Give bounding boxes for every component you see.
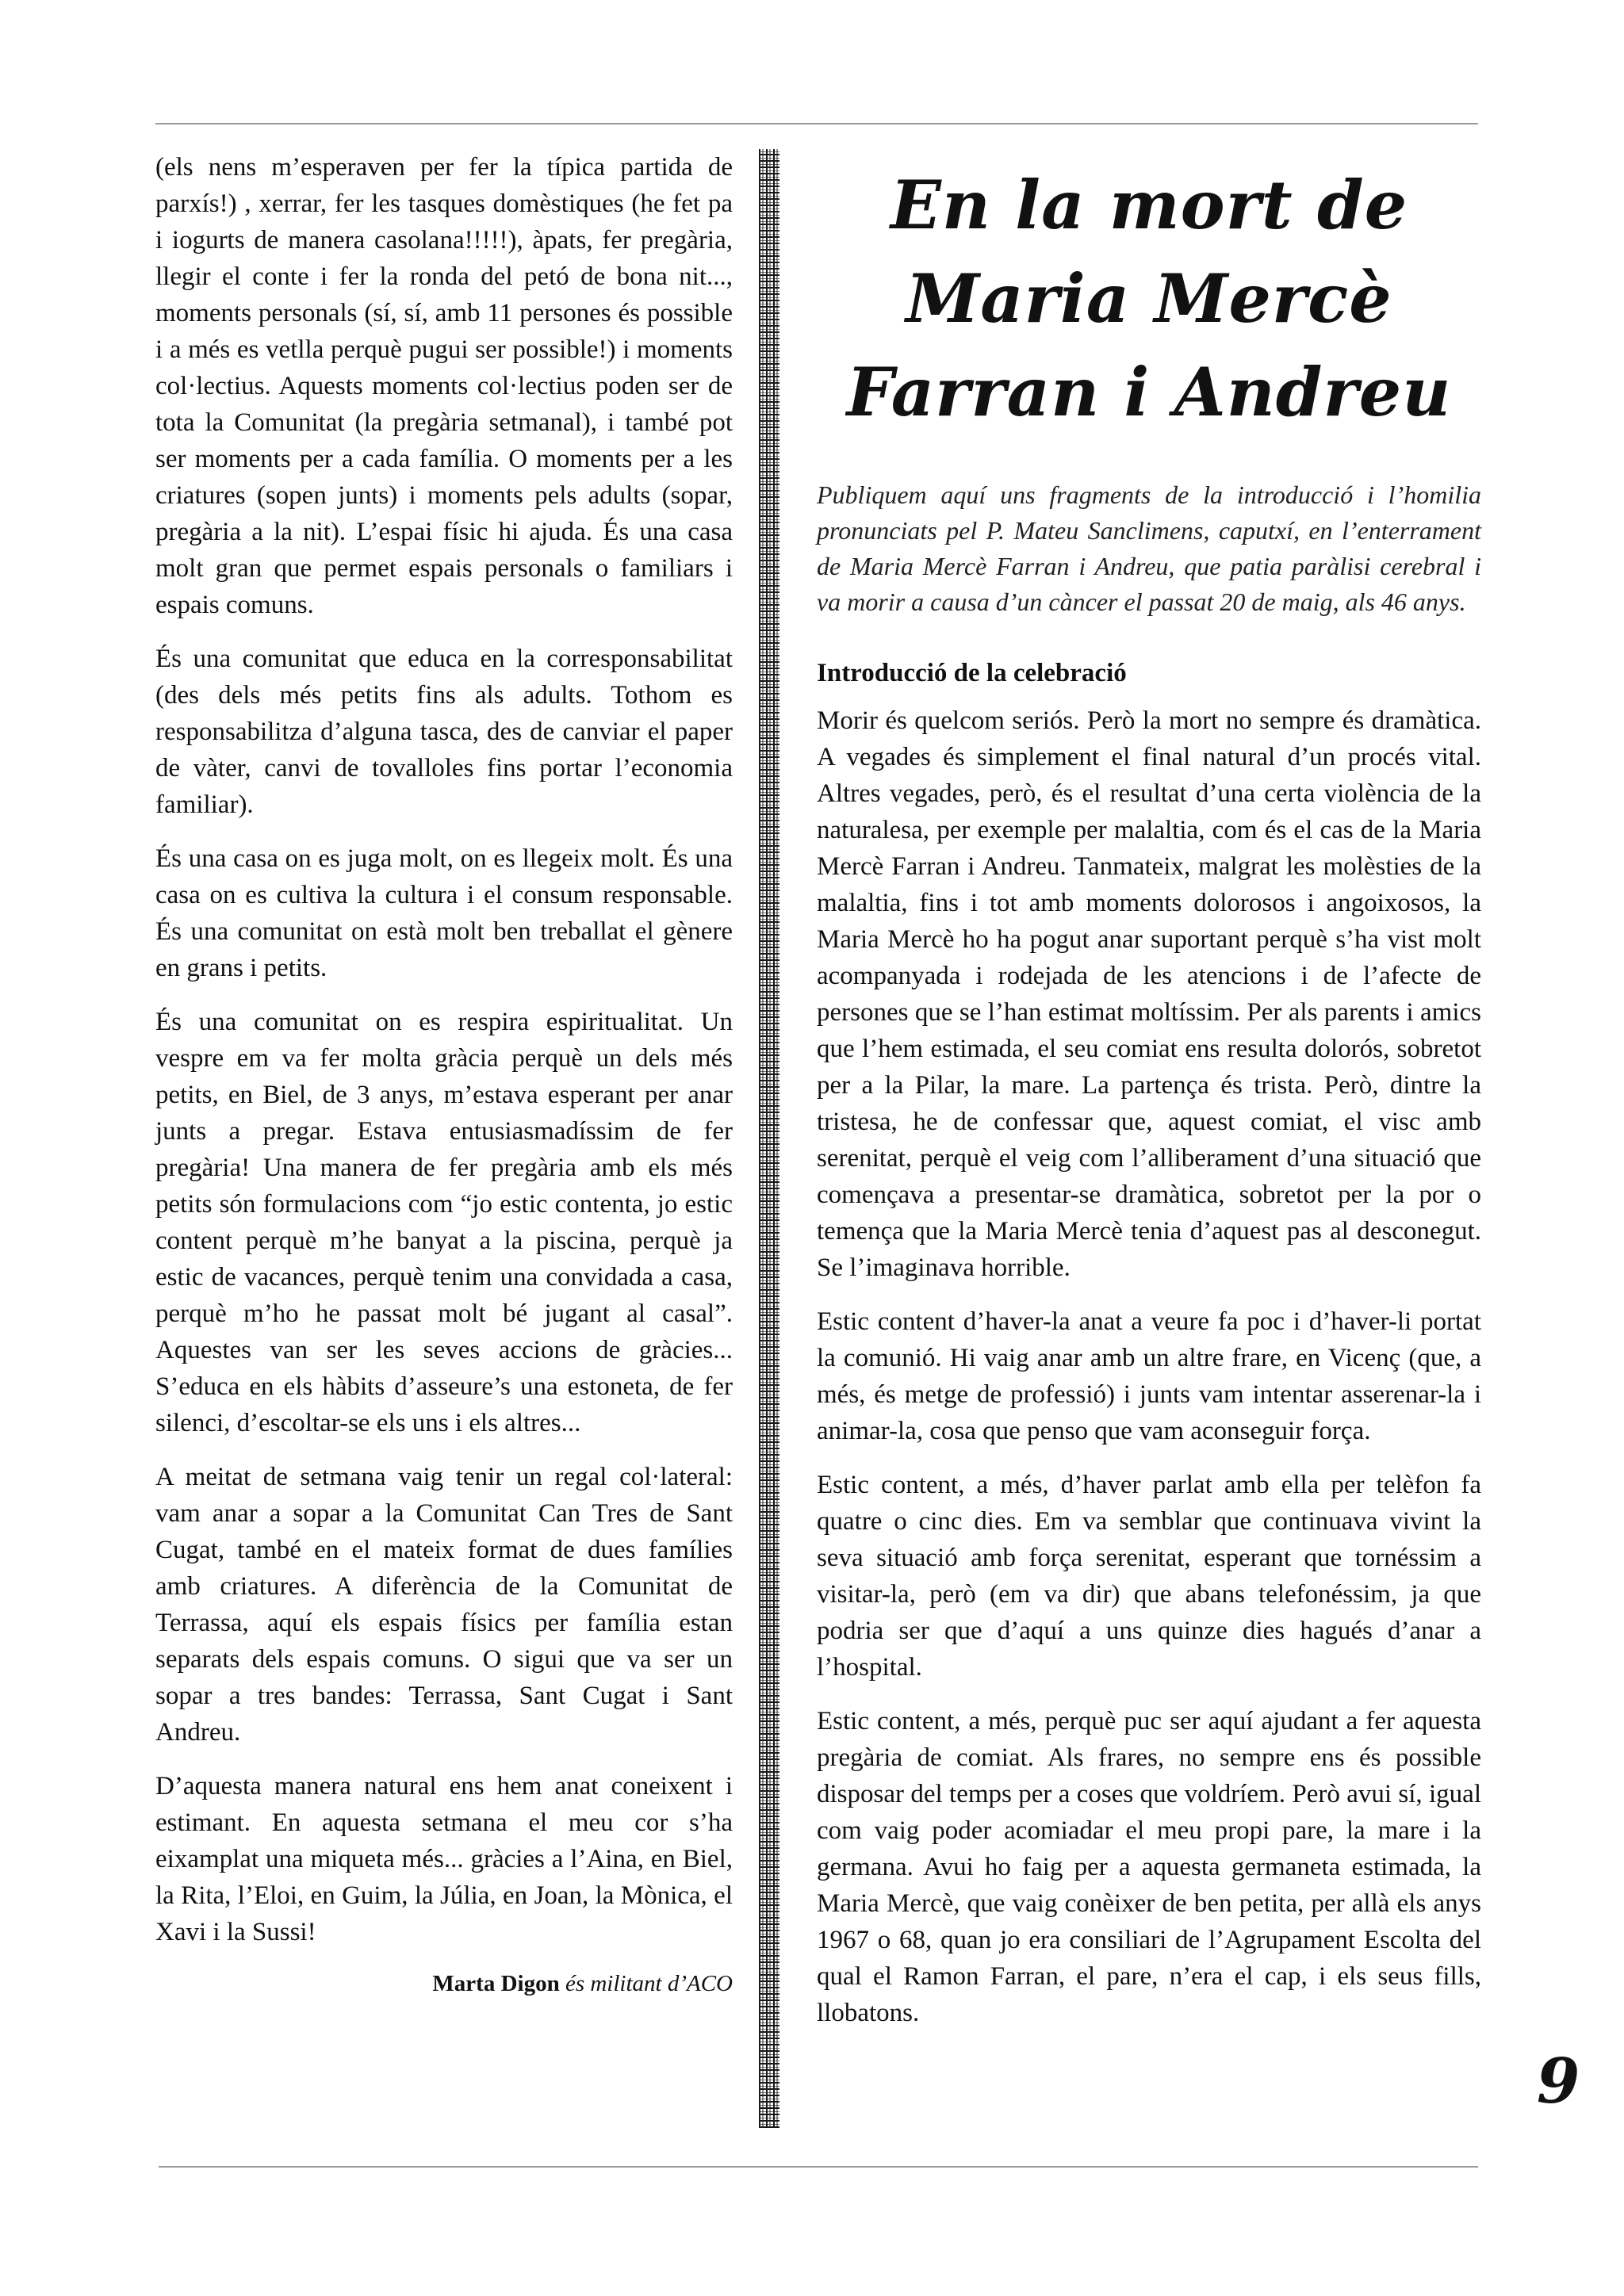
page-number: 9	[1537, 2045, 1580, 2118]
right-paragraph-1: Morir és quelcom seriós. Però la mort no sempre és dramàtica. A vegades és simplement el final natural d’un procés vital. Altres vegades, però, és el resultat d’una certa violència de la naturalesa, per exemple per malaltia, com és el cas de la Maria Mercè Farran i Andreu. Tanmateix, malgrat les molèsties de la malaltia, fins i tot amb moments dolorosos i angoixosos, la Maria Mercè ho ha pogut anar suportant perquè s’ha vist molt acompanyada i rodejada de les atencions i de l’afecte de persones que se l’han estimat moltíssim. Per als parents i amics que l’hem estimada, el seu comiat ens resulta dolorós, sobretot per a la Pilar, la mare. La partença és trista. Però, dintre la tristesa, he de confessar que, aquest comiat, el visc amb serenitat, perquè el veig com l’alliberament d’una situació que començava a presentar-se dramàtica, sobretot per la por o temença que la Maria Mercè tenia d’aquest pas al desconegut. Se l’imaginava horrible.	[817, 706, 1481, 1282]
right-column	[817, 149, 1481, 2049]
right-paragraph-3: Estic content, a més, d’haver parlat amb ella per telèfon fa quatre o cinc dies. Em va semblar que continuava vivint la seva situació amb força serenitat, esperant que tornéssim a visitar-la, però (em va dir) que abans telefonéssim, ja que podria ser que d’aquí a uns quinze dies hagués d’anar a l’hospital.	[817, 1471, 1481, 1682]
author-signature	[155, 1968, 733, 1999]
column-divider	[759, 149, 779, 2128]
bottom-rule	[159, 2166, 1478, 2168]
right-paragraph-2: Estic content d’haver-la anat a veure fa poc i d’haver-li portat la comunió. Hi vaig anar amb un altre frare, en Vicenç (que, a més, és metge de professió) i junts vam intentar asserenar-la i animar-la, cosa que penso que vam aconseguir força.	[817, 1307, 1481, 1445]
right-paragraph-4: Estic content, a més, perquè puc ser aquí ajudant a fer aquesta pregària de comiat. Als frares, no sempre ens és possible disposar del temps per a coses que voldríem. Però avui sí, igual com vaig poder acomiadar el meu propi pare, la mare i la germana. Avui ho faig per a aquesta germaneta estimada, la Maria Mercè, que vaig conèixer de ben petita, per allà els anys 1967 o 68, quan jo era consiliari de l’Agrupament Escolta del qual el Ramon Farran, el pare, n’era el cap, i els seus fills, llobatons.	[817, 1707, 1481, 2027]
title-line-3: Farran i Andreu	[846, 353, 1452, 431]
left-paragraph-5: A meitat de setmana vaig tenir un regal col·lateral: vam anar a sopar a la Comunitat Can Tres de Sant Cugat, també en el mateix format de dues famílies amb criatures. A diferència de la Comunitat de Terrassa, aquí els espais físics per família estan separats dels espais comuns. O sigui que va ser un sopar a tres bandes: Terrassa, Sant Cugat i Sant Andreu.	[155, 1463, 733, 1747]
left-paragraph-3: És una casa on es juga molt, on es llegeix molt. És una casa on es cultiva la cultura i el consum responsable. És una comunitat on està molt ben treballat el gènere en grans i petits.	[155, 844, 733, 982]
left-paragraph-6: D’aquesta manera natural ens hem anat coneixent i estimant. En aquesta setmana el meu cor s’ha eixamplat una miqueta més... gràcies a l’Aina, en Biel, la Rita, l’Eloi, en Guim, la Júlia, en Joan, la Mònica, el Xavi i la Sussi!	[155, 1772, 733, 1946]
article-title	[817, 159, 1481, 439]
signature-role: és militant d’ACO	[559, 1971, 733, 1996]
top-rule	[155, 123, 1478, 124]
left-paragraph-4: És una comunitat on es respira espiritualitat. Un vespre em va fer molta gràcia perquè un dels més petits, en Biel, de 3 anys, m’estava esperant per anar junts a pregar. Estava entusiasmadíssim de fer pregària! Una manera de fer pregària amb els més petits són formulacions com “jo estic contenta, jo estic content perquè m’he banyat a la piscina, perquè ja estic de vacances, perquè tenim una convidada a casa, perquè m’ho he passat molt bé jugant al casal”. Aquestes van ser les seves accions de gràcies... S’educa en els hàbits d’asseure’s una estoneta, de fer silenci, d’escoltar-se els uns i els altres...	[155, 1008, 733, 1437]
title-line-1: En la mort de	[890, 166, 1408, 244]
title-line-2: Maria Mercè	[906, 259, 1392, 338]
left-paragraph-1: (els nens m’esperaven per fer la típica partida de parxís!) , xerrar, fer les tasques domèstiques (he fet pa i iogurts de manera casolana!!!!!), àpats, fer pregària, llegir el conte i fer la ronda del petó de bona nit..., moments personals (sí, sí, amb 11 persones és possible i a més es vetlla perquè pugui ser possible!) i moments col·lectius. Aquests moments col·lectius poden ser de tota la Comunitat (la pregària setmanal), i també pot ser moments per a cada família. O moments per a les criatures (sopen junts) i moments pels adults (sopar, pregària a la nit). L’espai físic hi ajuda. És una casa molt gran que permet espais personals o familiars i espais comuns.	[155, 153, 733, 619]
left-paragraph-2: És una comunitat que educa en la corresponsabilitat (des dels més petits fins als adults. Tothom es responsabilitza d’alguna tasca, des de canviar el paper de vàter, canvi de tovalloles fins portar l’economia familiar).	[155, 645, 733, 819]
signature-name: Marta Digon	[432, 1971, 560, 1996]
section-subheading: Introducció de la celebració	[817, 659, 1127, 687]
left-column	[155, 149, 733, 1999]
article-intro: Publiquem aquí uns fragments de la introducció i l’homilia pronunciats pel P. Mateu Sanclimens, caputxí, en l’enterrament de Maria Mercè Farran i Andreu, que patia paràlisi cerebral i va morir a causa d’un càncer el passat 20 de maig, als 46 anys.	[817, 480, 1481, 616]
